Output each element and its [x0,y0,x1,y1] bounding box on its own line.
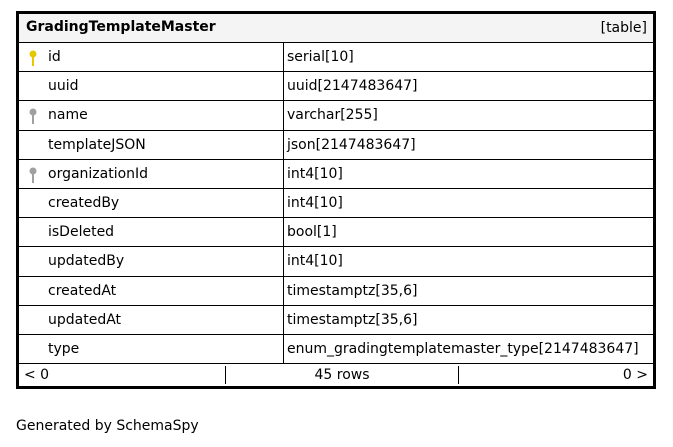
table-name: GradingTemplateMaster [26,19,216,35]
column-name: id [48,49,61,65]
table-entity [16,11,656,389]
column-name: uuid [48,78,79,95]
column-type: timestamptz[35,6] [287,311,418,328]
column-name-cell [21,247,284,275]
column-type: serial[10] [287,49,354,65]
table-footer [19,364,653,386]
generated-by-note: Generated by SchemaSpy [16,418,199,434]
column-name-cell [21,43,284,71]
column-row [19,189,653,218]
column-name-cell [21,72,284,100]
column-name-cell [21,131,284,159]
column-name-cell [21,101,284,129]
column-type: int4[10] [287,165,343,182]
column-name: updatedAt [48,311,122,328]
column-row [19,277,653,306]
column-row [19,306,653,335]
column-name: type [48,340,80,357]
column-name: templateJSON [48,136,146,153]
row-count: 45 rows [226,366,459,384]
column-row [19,218,653,247]
column-name-cell [21,189,284,217]
column-type: int4[10] [287,194,343,211]
column-row [19,101,653,130]
column-name: createdBy [48,194,120,211]
column-type: json[2147483647] [287,136,416,153]
column-name-cell [21,277,284,305]
index-key-icon [29,167,37,183]
column-type: bool[1] [287,224,337,241]
column-name: updatedBy [48,253,125,270]
column-row [19,247,653,276]
column-row [19,160,653,189]
column-type: enum_gradingtemplatemaster_type[2147483647] [287,340,639,357]
column-row [19,131,653,160]
column-type: int4[10] [287,253,343,270]
child-count: 0 > [622,367,648,384]
column-list [19,43,653,364]
column-name: organizationId [48,165,149,182]
column-name-cell [21,160,284,188]
parent-count: < 0 [19,366,226,384]
column-name-cell [21,218,284,246]
column-type: timestamptz[35,6] [287,282,418,299]
column-row [19,43,653,72]
table-header [19,14,653,43]
index-key-icon [29,108,37,124]
column-name: name [48,107,88,124]
column-row [19,72,653,101]
table-kind-label: [table] [600,20,647,36]
column-row [19,335,653,364]
column-type: varchar[255] [287,107,378,124]
column-name-cell [21,306,284,334]
column-name: isDeleted [48,224,115,241]
primary-key-icon [29,50,37,66]
column-name-cell [21,335,284,363]
column-type: uuid[2147483647] [287,78,418,95]
column-name: createdAt [48,282,117,299]
